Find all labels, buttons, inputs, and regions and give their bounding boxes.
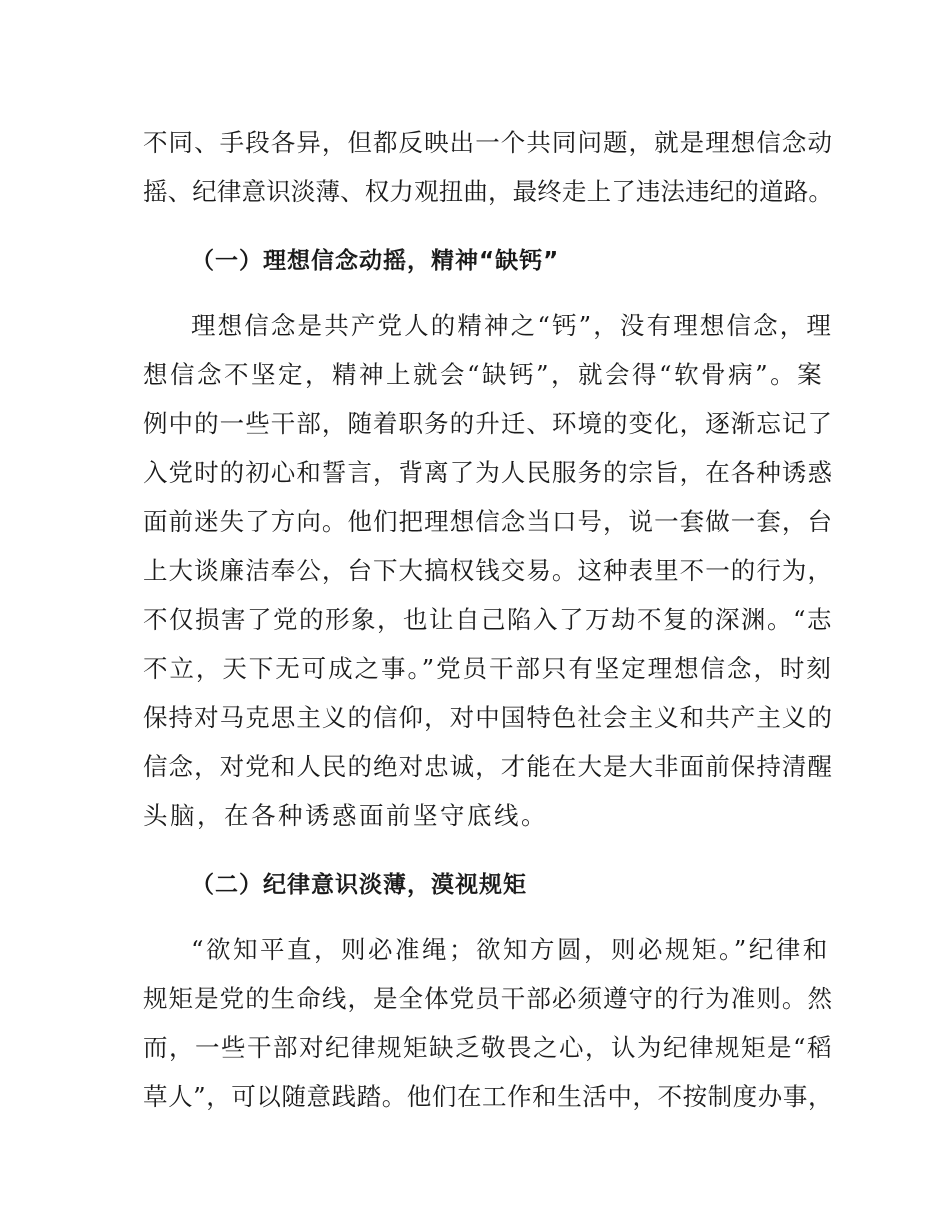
paragraph-line: 入党时的初心和誓言，背离了为人民服务的宗旨，在各种诱惑: [143, 458, 833, 487]
paragraph-line: 不立，天下无可成之事。”党员干部只有坚定理想信念，时刻: [143, 654, 833, 683]
paragraph-line: 不同、手段各异，但都反映出一个共同问题，就是理想信念动: [143, 128, 833, 157]
paragraph-line: 头脑，在各种诱惑面前坚守底线。: [143, 801, 548, 830]
section-heading-2: （二）纪律意识淡薄，漠视规矩: [191, 872, 527, 898]
section-heading-1: （一）理想信念动摇，精神“缺钙”: [191, 248, 560, 274]
paragraph-line: 不仅损害了党的形象，也让自己陷入了万劫不复的深渊。“志: [143, 605, 834, 634]
paragraph-line: 上大谈廉洁奉公，台下大搞权钱交易。这种表里不一的行为，: [143, 556, 833, 585]
paragraph-line: 想信念不坚定，精神上就会“缺钙”，就会得“软骨病”。案: [143, 360, 825, 389]
paragraph-line: 规矩是党的生命线，是全体党员干部必须遵守的行为准则。然: [143, 984, 833, 1013]
paragraph-line: 保持对马克思主义的信仰，对中国特色社会主义和共产主义的: [143, 703, 833, 732]
paragraph-line: 摇、纪律意识淡薄、权力观扭曲，最终走上了违法违纪的道路。: [143, 177, 833, 206]
paragraph-line: 例中的一些干部，随着职务的升迁、环境的变化，逐渐忘记了: [143, 409, 833, 438]
paragraph-line: “欲知平直，则必准绳；欲知方圆，则必规矩。”纪律和: [191, 935, 830, 964]
paragraph-line: 信念，对党和人民的绝对忠诚，才能在大是大非面前保持清醒: [143, 752, 833, 781]
paragraph-line: 而，一些干部对纪律规矩缺乏敬畏之心，认为纪律规矩是“稻: [143, 1033, 834, 1062]
paragraph-line: 面前迷失了方向。他们把理想信念当口号，说一套做一套，台: [143, 507, 833, 536]
paragraph-line: 草人”，可以随意践踏。他们在工作和生活中，不按制度办事，: [143, 1082, 834, 1111]
paragraph-line: 理想信念是共产党人的精神之“钙”，没有理想信念，理: [191, 311, 834, 340]
